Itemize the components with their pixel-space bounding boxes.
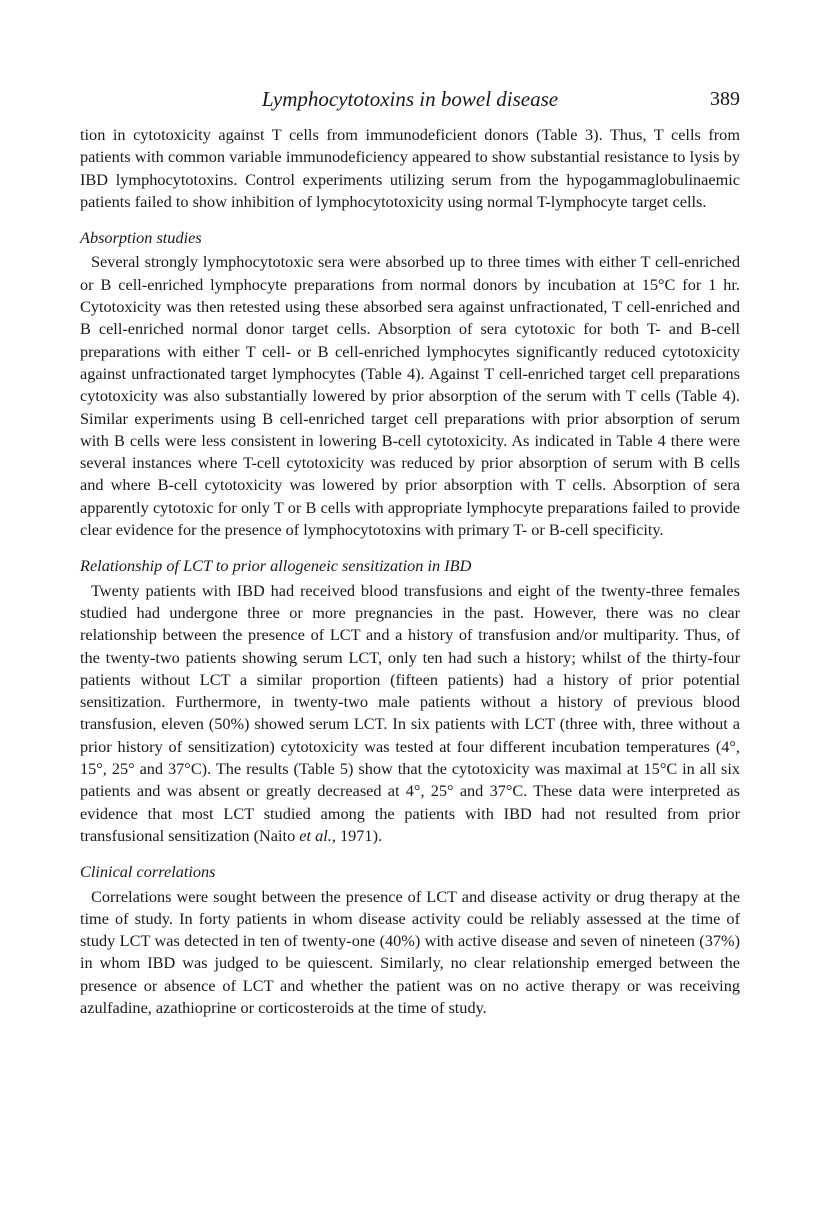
section-heading-absorption: Absorption studies bbox=[80, 228, 202, 248]
intro-section bbox=[80, 124, 740, 213]
section-heading-clinical: Clinical correlations bbox=[80, 862, 216, 882]
relationship-paragraph bbox=[80, 580, 740, 848]
clinical-paragraph: Correlations were sought between the presence of LCT and disease activity or drug therapy at the time of study. In forty patients in whom disease activity could be reliably assessed at the time of study LCT was detected in ten of twenty-one (40%) with active disease and seven of nineteen (37%) in whom IBD was judged to be quiescent. Similarly, no clear relationship emerged between the presence or absence of LCT and whether the patient was on no active therapy or was receiving azulfadine, azathioprine or corticosteroids at the time of study. bbox=[80, 886, 740, 1017]
running-title: Lymphocytotoxins in bowel disease bbox=[261, 87, 559, 111]
page-header bbox=[80, 88, 740, 116]
section-heading-relationship: Relationship of LCT to prior allogeneic sensitization in IBD bbox=[80, 556, 472, 576]
absorption-section bbox=[80, 227, 740, 541]
intro-paragraph: tion in cytotoxicity against T cells from immunodeficient donors (Table 3). Thus, T cells from patients with common variable immunodeficiency appeared to show substantial resistance to lysis by IBD lymphocytotoxins. Control experiments utilizing serum from the hypogammaglobulinaemic patients failed to show inhibition of lymphocytotoxicity using normal T-lymphocyte target cells. bbox=[80, 125, 740, 211]
clinical-section bbox=[80, 861, 740, 1019]
page-number: 389 bbox=[710, 88, 740, 110]
citation-etal: et al. bbox=[299, 825, 332, 845]
relationship-section bbox=[80, 555, 740, 847]
absorption-paragraph: Several strongly lymphocytotoxic sera were absorbed up to three times with either T cell-enriched or B cell-enriched lymphocyte preparations from normal donors by incubation at 15°C for 1 hr. Cytotoxicity was then retested using these absorbed sera against unfractionated, T cell-enriched and B cell-enriched normal donor target cells. Absorption of sera cytotoxic for both T- and B-cell preparations with either T cell- or B cell-enriched lymphocytes significantly reduced cytotoxicity against unfractionated target lymphocytes (Table 4). Against T cell-enriched target cell preparations cytotoxicity was also substantially lowered by prior absorption of the serum with T cells (Table 4). Similar experiments using B cell-enriched target cell preparations with prior absorption of serum with B cells were less consistent in lowering B-cell cytotoxicity. As indicated in Table 4 there were several instances where T-cell cytotoxicity was reduced by prior absorption of serum with B cells and where B-cell cytotoxicity was lowered by prior absorption with T cells. Absorption of sera apparently cytotoxic for only T or B cells with appropriate lymphocyte preparations failed to provide clear evidence for the presence of lymphocytotoxins with primary T- or B-cell specificity. bbox=[80, 252, 740, 540]
citation-year: , 1971). bbox=[331, 825, 383, 845]
relationship-text: Twenty patients with IBD had received blood transfusions and eight of the twenty-three females studied had undergone three or more pregnancies in the past. However, there was no clear relationship between the presence of LCT and a history of transfusion and/or multiparity. Thus, of the twenty-two patients showing serum LCT, only ten had such a history; whilst of the thirty-four patients without LCT a similar proportion (fifteen patients) had a history of prior potential sensitization. Furthermore, in twenty-two male patients without a history of previous blood transfusion, eleven (50%) showed serum LCT. In six patients with LCT (three with, three without a prior history of sensitization) cytotoxicity was tested at four different incubation temperatures (4°, 15°, 25° and 37°C). The results (Table 5) show that the cytotoxicity was maximal at 15°C in all six patients and was absent or greatly decreased at 4°, 25° and 37°C. These data were interpreted as evidence that most LCT studied among the patients with IBD had not resulted from prior transfusional sensitization (Naito bbox=[80, 580, 740, 845]
journal-page bbox=[80, 88, 740, 1019]
